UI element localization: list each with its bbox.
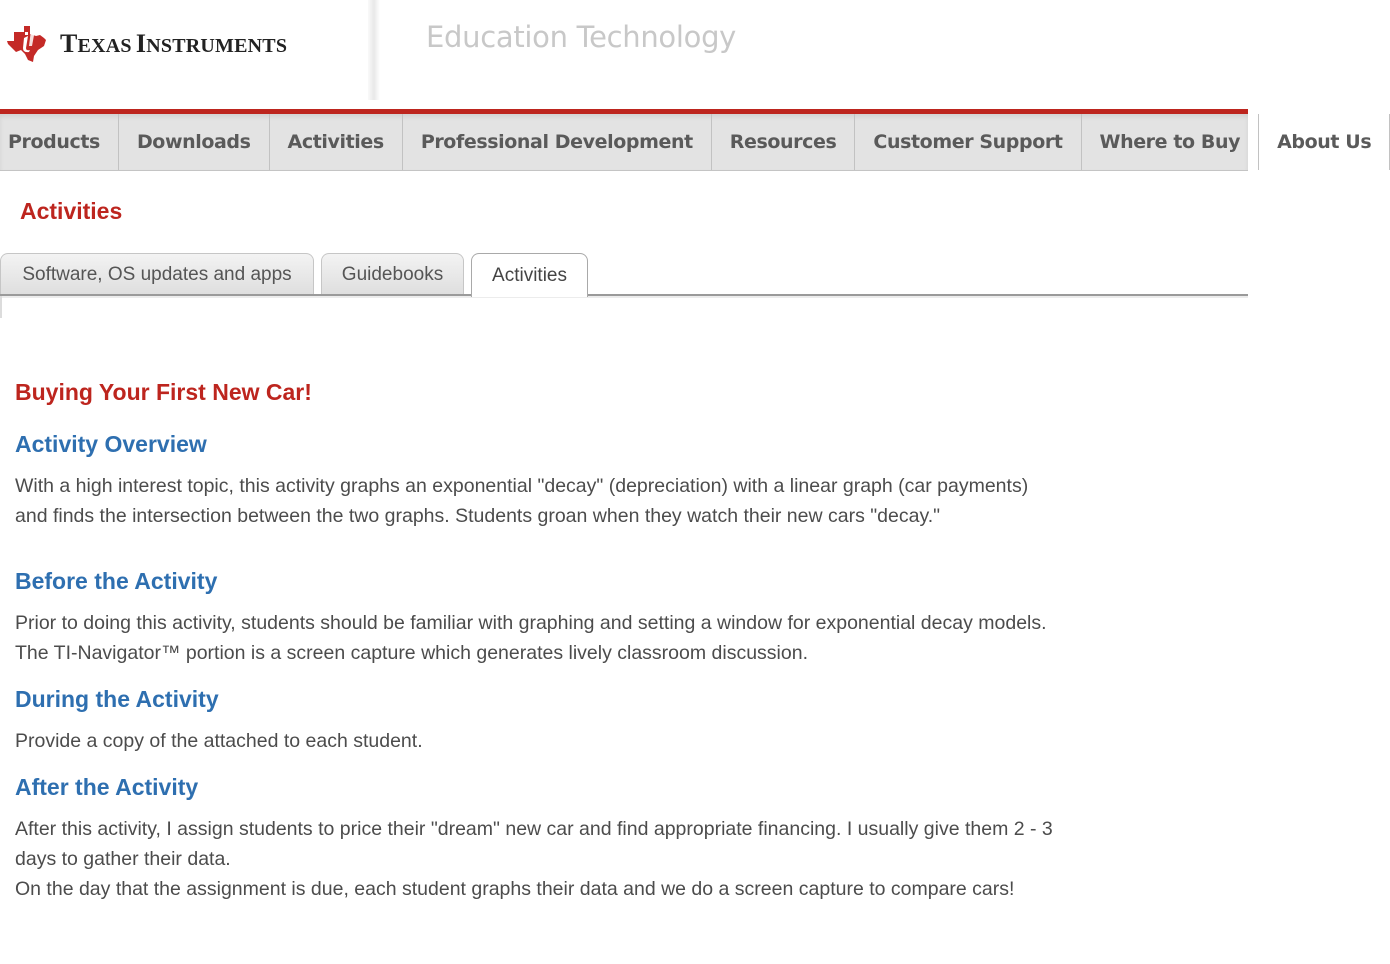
text-line: After this activity, I assign students to price their "dream" new car and find appropriate financing. I usually give them 2 - 3 bbox=[15, 818, 1053, 840]
site-header bbox=[0, 0, 1248, 109]
category-tabs bbox=[0, 253, 1248, 296]
tab-software-os-updates-apps[interactable]: Software, OS updates and apps bbox=[0, 253, 314, 295]
tabs-baseline-shadow bbox=[0, 296, 1248, 298]
activity-title: Buying Your First New Car! bbox=[15, 379, 312, 405]
nav-item-products[interactable]: Products bbox=[0, 114, 119, 170]
section-paragraph bbox=[15, 814, 1215, 904]
site-title: Education Technology bbox=[426, 20, 737, 54]
nav-item-downloads[interactable]: Downloads bbox=[119, 114, 270, 170]
section-heading: Activity Overview bbox=[15, 431, 207, 457]
ti-logo-link[interactable] bbox=[6, 24, 287, 64]
tab-panel-left-border bbox=[0, 296, 2, 318]
section-heading: After the Activity bbox=[15, 774, 199, 800]
ti-texas-logo-icon bbox=[6, 24, 48, 64]
section-during-activity bbox=[15, 684, 1215, 756]
section-after-activity bbox=[15, 772, 1215, 904]
nav-item-customer-support[interactable]: Customer Support bbox=[855, 114, 1081, 170]
section-paragraph bbox=[15, 471, 1215, 531]
section-activity-overview bbox=[15, 429, 1215, 531]
text-line: Prior to doing this activity, students should be familiar with graphing and setting a window for exponential decay models. bbox=[15, 612, 1047, 634]
nav-item-resources[interactable]: Resources bbox=[712, 114, 856, 170]
ti-wordmark: TEXAS INSTRUMENTS bbox=[60, 29, 288, 58]
section-before-activity bbox=[15, 566, 1215, 668]
text-line: The TI-Navigator™ portion is a screen capture which generates lively classroom discussion. bbox=[15, 642, 808, 664]
section-paragraph bbox=[15, 726, 1215, 756]
text-line: On the day that the assignment is due, each student graphs their data and we do a screen capture to compare cars! bbox=[15, 878, 1015, 900]
text-line: days to gather their data. bbox=[15, 848, 231, 870]
text-line: With a high interest topic, this activity graphs an exponential "decay" (depreciation) with a linear graph (car payments) bbox=[15, 475, 1029, 497]
header-divider bbox=[368, 0, 380, 100]
nav-item-professional-development[interactable]: Professional Development bbox=[403, 114, 712, 170]
text-line: Provide a copy of the attached to each student. bbox=[15, 730, 423, 752]
activity-content bbox=[15, 376, 1215, 904]
nav-item-where-to-buy[interactable]: Where to Buy bbox=[1082, 114, 1260, 170]
nav-item-activities[interactable]: Activities bbox=[270, 114, 403, 170]
text-line: and finds the intersection between the two graphs. Students groan when they watch their new cars "decay." bbox=[15, 505, 941, 527]
tab-activities[interactable]: Activities bbox=[471, 253, 588, 297]
section-heading: During the Activity bbox=[15, 686, 219, 712]
section-heading: Before the Activity bbox=[15, 568, 218, 594]
section-paragraph bbox=[15, 608, 1215, 668]
tab-guidebooks[interactable]: Guidebooks bbox=[321, 253, 464, 295]
nav-item-about-us[interactable]: About Us bbox=[1259, 114, 1390, 170]
page-title: Activities bbox=[20, 198, 123, 224]
main-nav bbox=[0, 114, 1372, 171]
